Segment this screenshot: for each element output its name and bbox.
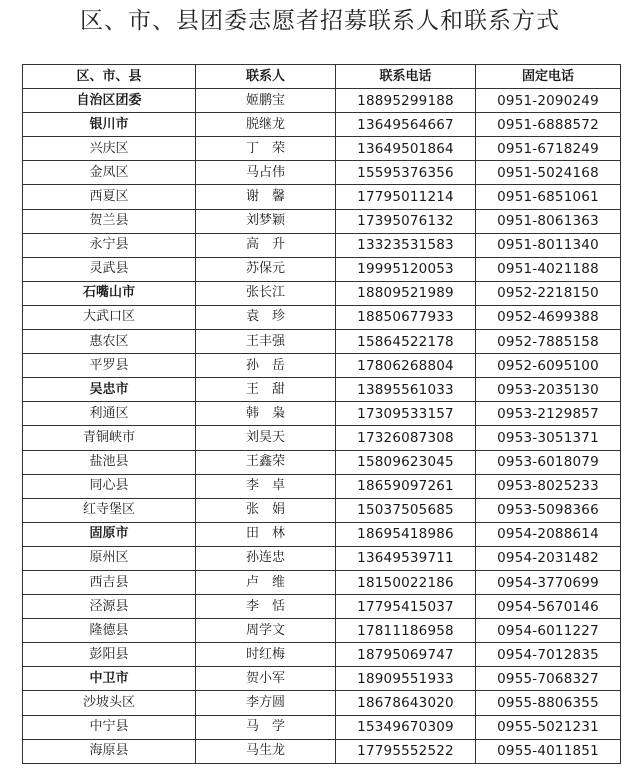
cell-contact: 时红梅: [196, 643, 336, 667]
cell-contact: 卢 维: [196, 570, 336, 594]
cell-region: 泾源县: [23, 595, 196, 619]
cell-mobile: 13649501864: [336, 137, 476, 161]
cell-contact: 苏保元: [196, 257, 336, 281]
table-row: [23, 113, 621, 137]
cell-contact: 姬鹏宝: [196, 89, 336, 113]
cell-landline: 0954-2031482: [476, 546, 621, 570]
cell-mobile: 15809623045: [336, 450, 476, 474]
cell-mobile: 18678643020: [336, 691, 476, 715]
cell-landline: 0953-6018079: [476, 450, 621, 474]
table-row: [23, 619, 621, 643]
cell-region: 永宁县: [23, 233, 196, 257]
cell-region: 西吉县: [23, 570, 196, 594]
cell-region: 惠农区: [23, 330, 196, 354]
column-header-region: 区、市、县: [23, 65, 196, 89]
cell-region: 自治区团委: [23, 89, 196, 113]
table-row: [23, 450, 621, 474]
cell-landline: 0955-8806355: [476, 691, 621, 715]
cell-region: 盐池县: [23, 450, 196, 474]
cell-landline: 0951-8011340: [476, 233, 621, 257]
cell-landline: 0954-6011227: [476, 619, 621, 643]
cell-landline: 0954-2088614: [476, 522, 621, 546]
cell-region: 银川市: [23, 113, 196, 137]
contact-table: [22, 64, 621, 764]
cell-region: 青铜峡市: [23, 426, 196, 450]
cell-mobile: 18895299188: [336, 89, 476, 113]
table-row: [23, 667, 621, 691]
cell-mobile: 18695418986: [336, 522, 476, 546]
cell-mobile: 17795011214: [336, 185, 476, 209]
cell-mobile: 17811186958: [336, 619, 476, 643]
cell-contact: 高 升: [196, 233, 336, 257]
cell-contact: 谢 馨: [196, 185, 336, 209]
cell-region: 固原市: [23, 522, 196, 546]
cell-region: 沙坡头区: [23, 691, 196, 715]
cell-landline: 0951-8061363: [476, 209, 621, 233]
cell-landline: 0951-6718249: [476, 137, 621, 161]
cell-landline: 0954-7012835: [476, 643, 621, 667]
cell-mobile: 13649539711: [336, 546, 476, 570]
cell-mobile: 18659097261: [336, 474, 476, 498]
cell-landline: 0951-2090249: [476, 89, 621, 113]
cell-contact: 孙 岳: [196, 354, 336, 378]
table-row: [23, 354, 621, 378]
cell-region: 大武口区: [23, 305, 196, 329]
cell-region: 石嘴山市: [23, 281, 196, 305]
table-row: [23, 281, 621, 305]
table-row: [23, 233, 621, 257]
cell-contact: 李 卓: [196, 474, 336, 498]
table-row: [23, 522, 621, 546]
cell-contact: 刘梦颖: [196, 209, 336, 233]
cell-contact: 马生龙: [196, 739, 336, 763]
table-row: [23, 161, 621, 185]
cell-region: 中宁县: [23, 715, 196, 739]
cell-region: 灵武县: [23, 257, 196, 281]
cell-mobile: 18795069747: [336, 643, 476, 667]
cell-mobile: 17326087308: [336, 426, 476, 450]
cell-region: 金凤区: [23, 161, 196, 185]
cell-landline: 0955-7068327: [476, 667, 621, 691]
cell-landline: 0953-3051371: [476, 426, 621, 450]
cell-landline: 0951-6888572: [476, 113, 621, 137]
cell-mobile: 15595376356: [336, 161, 476, 185]
cell-landline: 0953-2035130: [476, 378, 621, 402]
cell-region: 贺兰县: [23, 209, 196, 233]
cell-region: 海原县: [23, 739, 196, 763]
cell-contact: 张长江: [196, 281, 336, 305]
cell-landline: 0953-2129857: [476, 402, 621, 426]
cell-contact: 贺小军: [196, 667, 336, 691]
cell-mobile: 15037505685: [336, 498, 476, 522]
cell-mobile: 19995120053: [336, 257, 476, 281]
cell-contact: 丁 荣: [196, 137, 336, 161]
cell-contact: 孙连忠: [196, 546, 336, 570]
cell-landline: 0951-4021188: [476, 257, 621, 281]
table-row: [23, 498, 621, 522]
page-title: 区、市、县团委志愿者招募联系人和联系方式: [80, 8, 560, 34]
cell-mobile: 17795415037: [336, 595, 476, 619]
table-header-row: [23, 65, 621, 89]
cell-contact: 脱继龙: [196, 113, 336, 137]
cell-contact: 刘昊天: [196, 426, 336, 450]
cell-contact: 王 甜: [196, 378, 336, 402]
cell-landline: 0952-6095100: [476, 354, 621, 378]
table-row: [23, 209, 621, 233]
cell-region: 平罗县: [23, 354, 196, 378]
cell-mobile: 13895561033: [336, 378, 476, 402]
table-row: [23, 643, 621, 667]
cell-contact: 袁 珍: [196, 305, 336, 329]
cell-mobile: 18150022186: [336, 570, 476, 594]
cell-mobile: 15864522178: [336, 330, 476, 354]
table-row: [23, 595, 621, 619]
cell-contact: 李方圆: [196, 691, 336, 715]
cell-contact: 李 恬: [196, 595, 336, 619]
cell-mobile: 13323531583: [336, 233, 476, 257]
table-row: [23, 185, 621, 209]
cell-region: 同心县: [23, 474, 196, 498]
table-row: [23, 739, 621, 763]
cell-mobile: 15349670309: [336, 715, 476, 739]
cell-landline: 0952-4699388: [476, 305, 621, 329]
cell-mobile: 18809521989: [336, 281, 476, 305]
cell-landline: 0953-5098366: [476, 498, 621, 522]
cell-landline: 0955-5021231: [476, 715, 621, 739]
table-row: [23, 691, 621, 715]
cell-landline: 0951-6851061: [476, 185, 621, 209]
column-header-landline: 固定电话: [476, 65, 621, 89]
cell-landline: 0952-2218150: [476, 281, 621, 305]
cell-region: 原州区: [23, 546, 196, 570]
cell-region: 红寺堡区: [23, 498, 196, 522]
cell-region: 隆德县: [23, 619, 196, 643]
column-header-mobile: 联系电话: [336, 65, 476, 89]
cell-mobile: 17806268804: [336, 354, 476, 378]
cell-region: 利通区: [23, 402, 196, 426]
cell-landline: 0952-7885158: [476, 330, 621, 354]
table-row: [23, 570, 621, 594]
table-row: [23, 546, 621, 570]
cell-landline: 0955-4011851: [476, 739, 621, 763]
cell-landline: 0951-5024168: [476, 161, 621, 185]
cell-contact: 田 林: [196, 522, 336, 546]
cell-contact: 韩 枭: [196, 402, 336, 426]
cell-mobile: 13649564667: [336, 113, 476, 137]
table-body: [23, 89, 621, 764]
cell-landline: 0953-8025233: [476, 474, 621, 498]
cell-contact: 马 学: [196, 715, 336, 739]
cell-landline: 0954-3770699: [476, 570, 621, 594]
table-row: [23, 715, 621, 739]
cell-contact: 张 娟: [196, 498, 336, 522]
cell-mobile: 17795552522: [336, 739, 476, 763]
cell-region: 中卫市: [23, 667, 196, 691]
table-row: [23, 137, 621, 161]
cell-mobile: 17309533157: [336, 402, 476, 426]
table-row: [23, 426, 621, 450]
cell-region: 吴忠市: [23, 378, 196, 402]
table-row: [23, 402, 621, 426]
cell-contact: 马占伟: [196, 161, 336, 185]
cell-mobile: 18909551933: [336, 667, 476, 691]
table-row: [23, 378, 621, 402]
cell-contact: 周学文: [196, 619, 336, 643]
cell-contact: 王丰强: [196, 330, 336, 354]
table-row: [23, 330, 621, 354]
table-row: [23, 305, 621, 329]
cell-landline: 0954-5670146: [476, 595, 621, 619]
cell-region: 兴庆区: [23, 137, 196, 161]
cell-region: 彭阳县: [23, 643, 196, 667]
cell-mobile: 18850677933: [336, 305, 476, 329]
cell-region: 西夏区: [23, 185, 196, 209]
cell-contact: 王鑫荣: [196, 450, 336, 474]
table-row: [23, 257, 621, 281]
table-row: [23, 89, 621, 113]
column-header-contact: 联系人: [196, 65, 336, 89]
table-row: [23, 474, 621, 498]
cell-mobile: 17395076132: [336, 209, 476, 233]
